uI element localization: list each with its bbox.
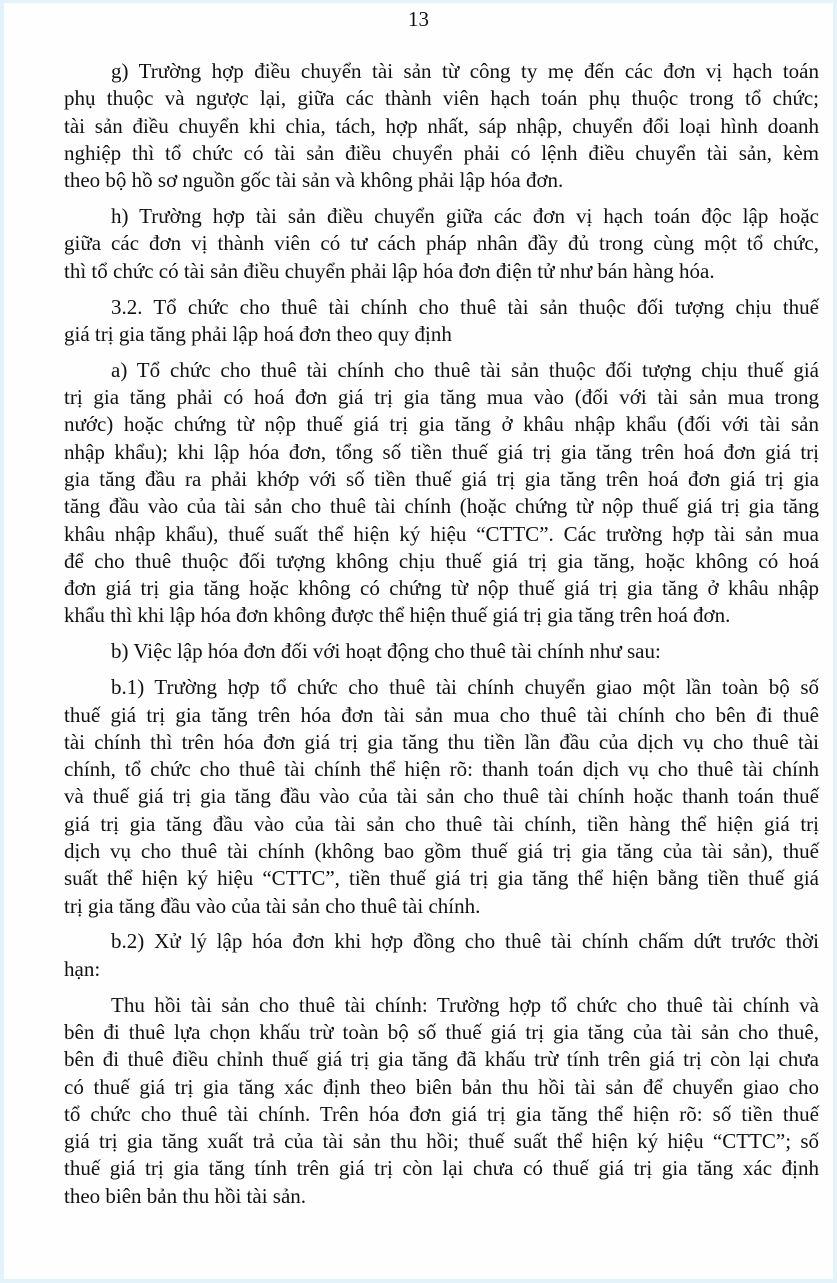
paragraph — [64, 992, 819, 1210]
text-line: bên đi thuê lựa chọn khấu trừ toàn bộ số thuế giá trị gia tăng của tài sản cho thuê, — [64, 1019, 819, 1044]
text-line: a) Tổ chức cho thuê tài chính cho thuê tài sản thuộc đối tượng chịu thuế giá — [111, 357, 819, 382]
text-line: khâu nhập khẩu), thuế suất thể hiện ký hiệu “CTTC”. Các trường hợp tài sản mua — [64, 521, 819, 546]
text-line: suất thể hiện ký hiệu “CTTC”, tiền thuế giá trị gia tăng thể hiện bằng tiền thuế giá — [64, 866, 819, 891]
text-line: gia tăng đầu ra phải khớp với số tiền thuế giá trị gia tăng trên hoá đơn giá trị gia — [64, 466, 819, 491]
paragraph — [64, 294, 819, 349]
text-line: phụ thuộc và ngược lại, giữa các thành viên hạch toán phụ thuộc trong tổ chức; — [64, 86, 819, 111]
text-line: giữa các đơn vị thành viên có tư cách pháp nhân đầy đủ trong cùng một tổ chức, — [64, 231, 819, 256]
text-line: nước) hoặc chứng từ nộp thuế giá trị gia tăng ở khâu nhập khẩu (đối với tài sản — [64, 412, 819, 437]
text-line: tổ chức cho thuê tài chính. Trên hóa đơn giá trị gia tăng thể hiện rõ: số tiền thuế — [64, 1101, 819, 1126]
text-line: thuế giá trị gia tăng tính trên giá trị còn lại chưa có thuế giá trị gia tăng xác định — [64, 1156, 819, 1181]
text-line: Thu hồi tài sản cho thuê tài chính: Trường hợp tổ chức cho thuê tài chính và — [111, 992, 819, 1017]
text-line: b.1) Trường hợp tổ chức cho thuê tài chính chuyển giao một lần toàn bộ số — [111, 675, 819, 700]
paragraph — [64, 928, 819, 983]
text-line: hạn: — [64, 956, 101, 981]
paragraph — [64, 638, 819, 665]
text-line: giá trị gia tăng phải lập hoá đơn theo quy định — [64, 321, 452, 346]
text-line: theo biên bản thu hồi tài sản. — [64, 1183, 307, 1208]
text-line: và thuế giá trị gia tăng đầu vào của tài sản cho thuê tài chính hoặc thanh toán thuế — [64, 784, 819, 809]
text-line: tài chính thì trên hóa đơn giá trị gia tăng thu tiền lần đầu của dịch vụ cho thuê tài — [64, 729, 819, 754]
text-line: tài sản điều chuyển khi chia, tách, hợp nhất, sáp nhập, chuyển đổi loại hình doanh — [64, 113, 819, 138]
paragraph — [64, 357, 819, 630]
text-line: giá trị gia tăng xuất trả của tài sản thu hồi; thuế suất thể hiện ký hiệu “CTTC”; số — [64, 1129, 819, 1154]
paragraph — [64, 203, 819, 285]
text-line: g) Trường hợp điều chuyển tài sản từ công ty mẹ đến các đơn vị hạch toán — [111, 59, 819, 83]
text-line: trị gia tăng phải có hoá đơn giá trị gia tăng mua vào (đối với tài sản mua trong — [64, 385, 819, 410]
document-body — [64, 58, 819, 1210]
document-page — [4, 3, 833, 1279]
text-line: theo bộ hồ sơ nguồn gốc tài sản và không phải lập hóa đơn. — [64, 168, 564, 193]
text-line: nhập khẩu); khi lập hóa đơn, tổng số tiền thuế giá trị gia tăng trên hoá đơn giá trị — [64, 439, 819, 464]
text-line: để cho thuê thuộc đối tượng không chịu thuế giá trị gia tăng, hoặc không có hoá — [64, 548, 819, 573]
text-line: bên đi thuê điều chỉnh thuế giá trị gia tăng đã khấu trừ tính trên giá trị còn lại chưa — [64, 1047, 819, 1072]
text-line: trị gia tăng đầu vào của tài sản cho thuê tài chính. — [64, 893, 481, 918]
text-line: dịch vụ cho thuê tài chính (không bao gồm thuế giá trị gia tăng của tài sản), thuế — [64, 838, 819, 863]
paragraph — [64, 58, 819, 194]
text-line: thì tổ chức có tài sản điều chuyển phải lập hóa đơn điện tử như bán hàng hóa. — [64, 258, 715, 283]
text-line: đơn giá trị gia tăng hoặc không có chứng từ nộp thuế giá trị gia tăng ở khâu nhập — [64, 576, 819, 601]
text-line: chính, tổ chức cho thuê tài chính thể hiện rõ: thanh toán dịch vụ cho thuê tài chính — [64, 757, 819, 782]
text-line: tăng đầu vào của tài sản cho thuê tài chính (hoặc chứng từ nộp thuế giá trị gia tăng — [64, 494, 819, 519]
text-line: khẩu thì khi lập hóa đơn không được thể hiện thuế giá trị gia tăng trên hoá đơn. — [64, 603, 731, 628]
text-line: b.2) Xử lý lập hóa đơn khi hợp đồng cho thuê tài chính chấm dứt trước thời — [111, 929, 819, 954]
page-number: 13 — [408, 7, 429, 31]
text-line: nghiệp thì tổ chức có tài sản điều chuyển phải có lệnh điều chuyển tài sản, kèm — [64, 140, 819, 165]
text-line: h) Trường hợp tài sản điều chuyển giữa các đơn vị hạch toán độc lập hoặc — [111, 204, 819, 229]
text-line: giá trị gia tăng đầu vào của tài sản cho thuê tài chính, tiền hàng thể hiện giá trị — [64, 811, 819, 836]
text-line: có thuế giá trị gia tăng xác định theo biên bản thu hồi tài sản để chuyển giao cho — [64, 1074, 819, 1099]
text-line: 3.2. Tổ chức cho thuê tài chính cho thuê tài sản thuộc đối tượng chịu thuế — [111, 294, 819, 319]
paragraph — [64, 674, 819, 920]
text-line: thuế giá trị gia tăng trên hóa đơn tài sản mua cho thuê tài chính cho bên đi thuê — [64, 702, 819, 727]
text-line: b) Việc lập hóa đơn đối với hoạt động cho thuê tài chính như sau: — [111, 639, 661, 664]
